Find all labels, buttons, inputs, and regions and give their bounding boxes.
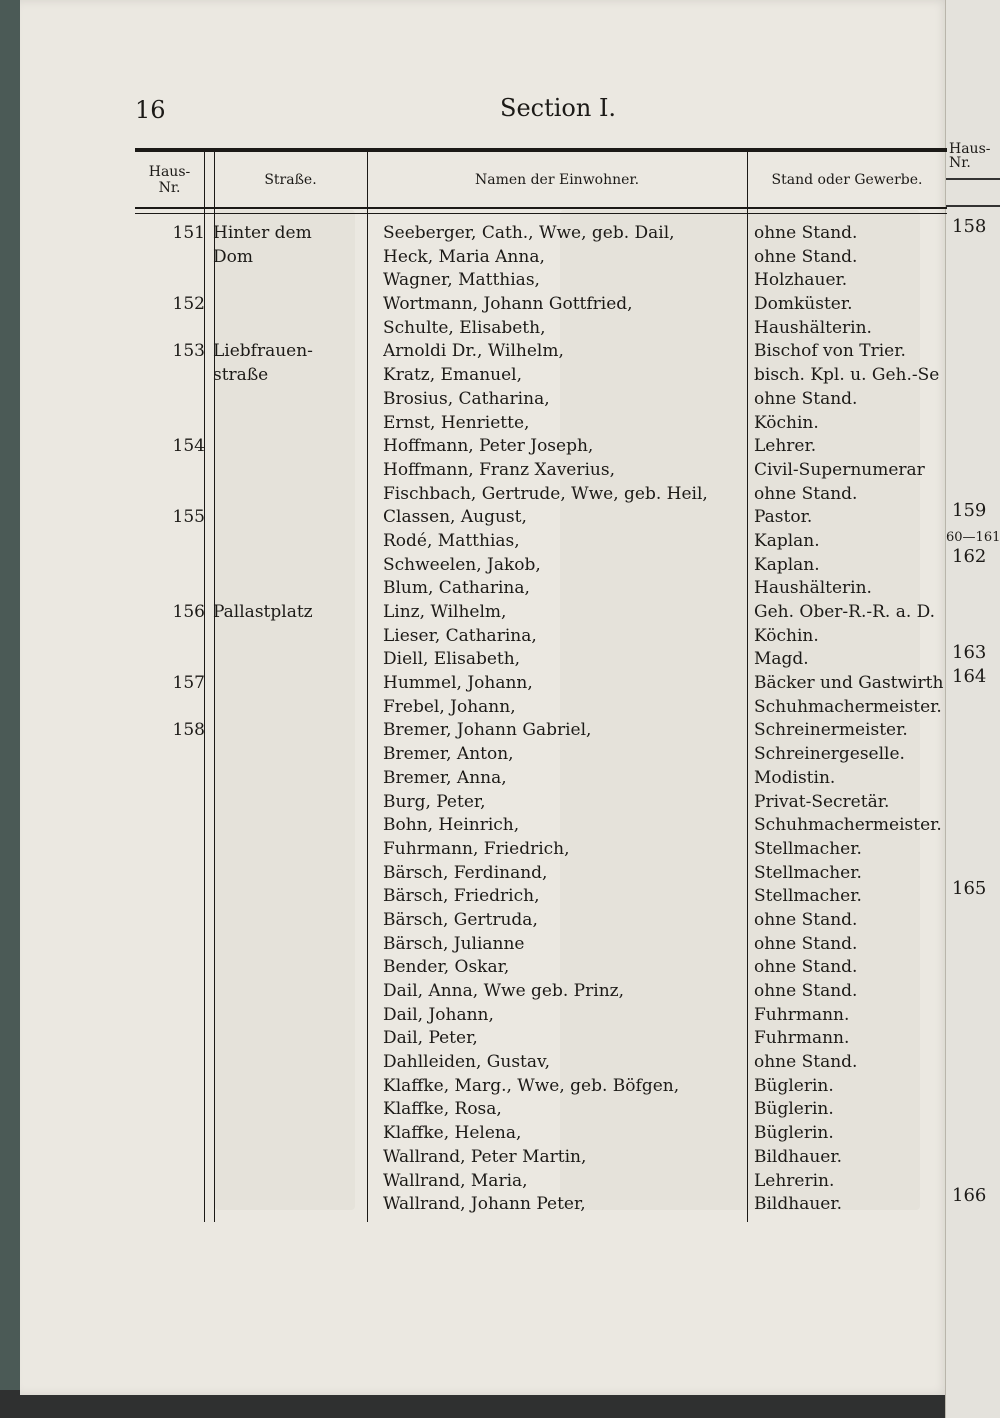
table-row xyxy=(135,269,947,293)
next-page-number: 60—161 xyxy=(946,530,1000,545)
table-row xyxy=(135,601,947,625)
resident-name: Kratz, Emanuel, xyxy=(383,365,523,386)
table-row xyxy=(135,459,947,483)
next-page-number: 159 xyxy=(952,500,987,521)
resident-name: Hummel, Johann, xyxy=(383,673,533,694)
resident-table xyxy=(135,222,947,1217)
occupation: ohne Stand. xyxy=(754,246,858,267)
page-number: 16 xyxy=(135,96,166,124)
next-page-header: Haus- Nr. xyxy=(949,141,991,171)
resident-name: Dail, Peter, xyxy=(383,1028,478,1049)
house-number: 158 xyxy=(172,720,205,741)
resident-name: Bremer, Anna, xyxy=(383,767,507,788)
occupation: ohne Stand. xyxy=(754,981,858,1001)
table-row xyxy=(135,838,947,862)
occupation: Bischof von Trier. xyxy=(754,341,906,362)
resident-name: Diell, Elisabeth, xyxy=(383,649,521,670)
next-page-number: 165 xyxy=(952,878,987,899)
table-row xyxy=(135,246,947,270)
table-row xyxy=(135,1122,947,1146)
next-page-number: 163 xyxy=(952,642,987,663)
table-row xyxy=(135,933,947,957)
occupation: Civil-Supernumerar xyxy=(754,459,925,480)
table-row xyxy=(135,577,947,601)
occupation: Schuhmachermeister. xyxy=(754,815,942,836)
house-number: 154 xyxy=(172,436,205,457)
resident-name: Lieser, Catharina, xyxy=(383,625,537,646)
occupation: Schreinergeselle. xyxy=(754,744,905,765)
occupation: Magd. xyxy=(754,649,809,670)
table-row xyxy=(135,696,947,720)
table-row xyxy=(135,767,947,791)
occupation: ohne Stand. xyxy=(754,933,858,954)
table-row xyxy=(135,388,947,412)
resident-name: Bremer, Johann Gabriel, xyxy=(383,720,592,741)
table-row xyxy=(135,814,947,838)
street-name: Liebfrauen- xyxy=(213,341,313,362)
resident-name: Bohn, Heinrich, xyxy=(383,815,520,836)
resident-name: Seeberger, Cath., Wwe, geb. Dail, xyxy=(383,223,675,243)
table-row xyxy=(135,506,947,530)
resident-name: Bremer, Anton, xyxy=(383,744,514,765)
table-row xyxy=(135,1075,947,1099)
resident-name: Dail, Johann, xyxy=(383,1004,494,1025)
column-header-street: Straße. xyxy=(264,172,317,188)
resident-name: Hoffmann, Peter Joseph, xyxy=(383,436,594,457)
table-row xyxy=(135,317,947,341)
resident-name: Linz, Wilhelm, xyxy=(383,602,507,622)
next-page-number: 164 xyxy=(952,666,987,687)
table-row xyxy=(135,625,947,649)
table-row xyxy=(135,956,947,980)
occupation: Köchin. xyxy=(754,625,819,646)
table-row xyxy=(135,412,947,436)
table-row xyxy=(135,293,947,317)
section-title: Section I. xyxy=(500,94,617,122)
occupation: Schreinermeister. xyxy=(754,720,908,741)
resident-name: Fischbach, Gertrude, Wwe, geb. Heil, xyxy=(383,483,708,504)
resident-name: Burg, Peter, xyxy=(383,791,486,812)
next-page-number: 162 xyxy=(952,546,987,567)
resident-name: Wallrand, Maria, xyxy=(383,1170,528,1191)
house-number: 156 xyxy=(172,602,205,622)
table-row xyxy=(135,909,947,933)
table-row xyxy=(135,1027,947,1051)
occupation: ohne Stand. xyxy=(754,388,858,409)
occupation: Kaplan. xyxy=(754,530,820,551)
table-row xyxy=(135,672,947,696)
resident-name: Schweelen, Jakob, xyxy=(383,554,541,575)
occupation: ohne Stand. xyxy=(754,223,858,243)
table-row xyxy=(135,791,947,815)
resident-name: Bärsch, Ferdinand, xyxy=(383,862,548,883)
occupation: Modistin. xyxy=(754,767,836,788)
resident-name: Fuhrmann, Friedrich, xyxy=(383,838,570,859)
occupation: Holzhauer. xyxy=(754,270,848,291)
next-page-rule xyxy=(946,205,1000,207)
occupation: bisch. Kpl. u. Geh.-Se xyxy=(754,365,940,386)
street-name: Hinter dem xyxy=(213,223,312,243)
occupation: Büglerin. xyxy=(754,1075,834,1096)
resident-name: Classen, August, xyxy=(383,507,527,528)
table-row xyxy=(135,719,947,743)
column-header-nr: Haus- Nr. xyxy=(148,164,191,196)
street-name: Dom xyxy=(213,246,253,267)
column-header-names: Namen der Einwohner. xyxy=(474,172,640,188)
house-number: 157 xyxy=(172,673,205,694)
occupation: Stellmacher. xyxy=(754,862,862,883)
resident-name: Brosius, Catharina, xyxy=(383,388,550,409)
resident-name: Bärsch, Friedrich, xyxy=(383,886,540,907)
next-page-number: 158 xyxy=(952,216,987,237)
house-number: 152 xyxy=(172,294,205,315)
street-name: Pallastplatz xyxy=(213,602,313,622)
resident-name: Arnoldi Dr., Wilhelm, xyxy=(383,341,564,362)
occupation: Bildhauer. xyxy=(754,1194,843,1215)
resident-name: Bärsch, Gertruda, xyxy=(383,909,538,930)
resident-name: Klaffke, Helena, xyxy=(383,1123,522,1144)
header-bottom-rule-thin xyxy=(135,213,947,214)
occupation: Fuhrmann. xyxy=(754,1028,850,1049)
next-page-edge xyxy=(945,0,1000,1418)
resident-name: Klaffke, Marg., Wwe, geb. Böfgen, xyxy=(383,1075,680,1096)
occupation: Bildhauer. xyxy=(754,1146,843,1167)
table-row xyxy=(135,483,947,507)
resident-name: Klaffke, Rosa, xyxy=(383,1099,502,1120)
resident-name: Ernst, Henriette, xyxy=(383,412,530,433)
resident-name: Wallrand, Johann Peter, xyxy=(383,1194,586,1215)
column-header-stand: Stand oder Gewerbe. xyxy=(771,172,923,188)
occupation: Stellmacher. xyxy=(754,838,862,859)
house-number: 153 xyxy=(172,341,205,362)
occupation: Bäcker und Gastwirth xyxy=(754,673,944,694)
resident-name: Wagner, Matthias, xyxy=(383,270,540,291)
occupation: Pastor. xyxy=(754,507,813,528)
table-row xyxy=(135,648,947,672)
table-row xyxy=(135,1051,947,1075)
table-row xyxy=(135,743,947,767)
occupation: ohne Stand. xyxy=(754,957,858,978)
next-page-number: 166 xyxy=(952,1185,987,1206)
occupation: Haushälterin. xyxy=(754,578,872,599)
resident-name: Rodé, Matthias, xyxy=(383,530,520,551)
occupation: Privat-Secretär. xyxy=(754,791,890,812)
table-row xyxy=(135,340,947,364)
occupation: ohne Stand. xyxy=(754,483,858,504)
table-row xyxy=(135,530,947,554)
occupation: Lehrer. xyxy=(754,436,817,457)
table-row xyxy=(135,435,947,459)
occupation: ohne Stand. xyxy=(754,1052,858,1073)
occupation: Fuhrmann. xyxy=(754,1004,850,1025)
resident-name: Wallrand, Peter Martin, xyxy=(383,1146,587,1167)
resident-name: Dail, Anna, Wwe geb. Prinz, xyxy=(383,981,624,1001)
resident-name: Heck, Maria Anna, xyxy=(383,246,545,267)
table-row xyxy=(135,1146,947,1170)
occupation: Haushälterin. xyxy=(754,317,872,338)
house-number: 155 xyxy=(172,507,205,528)
resident-name: Bender, Oskar, xyxy=(383,957,510,978)
resident-name: Schulte, Elisabeth, xyxy=(383,317,546,338)
resident-name: Dahlleiden, Gustav, xyxy=(383,1052,550,1073)
table-row xyxy=(135,1193,947,1217)
occupation: Stellmacher. xyxy=(754,886,862,907)
occupation: Schuhmachermeister. xyxy=(754,696,942,717)
resident-name: Hoffmann, Franz Xaverius, xyxy=(383,459,616,480)
house-number: 151 xyxy=(172,223,205,243)
resident-name: Wortmann, Johann Gottfried, xyxy=(383,294,633,315)
street-name: straße xyxy=(213,365,269,386)
table-row xyxy=(135,364,947,388)
occupation: Lehrerin. xyxy=(754,1170,835,1191)
resident-name: Blum, Catharina, xyxy=(383,578,530,599)
table-row xyxy=(135,862,947,886)
resident-name: Frebel, Johann, xyxy=(383,696,516,717)
occupation: Büglerin. xyxy=(754,1123,834,1144)
occupation: Köchin. xyxy=(754,412,819,433)
occupation: Kaplan. xyxy=(754,554,820,575)
next-page-rule xyxy=(946,178,1000,180)
table-row xyxy=(135,885,947,909)
table-row xyxy=(135,1170,947,1194)
resident-name: Bärsch, Julianne xyxy=(383,933,525,954)
occupation: ohne Stand. xyxy=(754,909,858,930)
table-row xyxy=(135,554,947,578)
occupation: Domküster. xyxy=(754,294,853,315)
table-row xyxy=(135,1004,947,1028)
table-row xyxy=(135,980,947,1004)
occupation: Büglerin. xyxy=(754,1099,834,1120)
occupation: Geh. Ober-R.-R. a. D. xyxy=(754,602,936,622)
table-row xyxy=(135,1098,947,1122)
table-row xyxy=(135,222,947,246)
